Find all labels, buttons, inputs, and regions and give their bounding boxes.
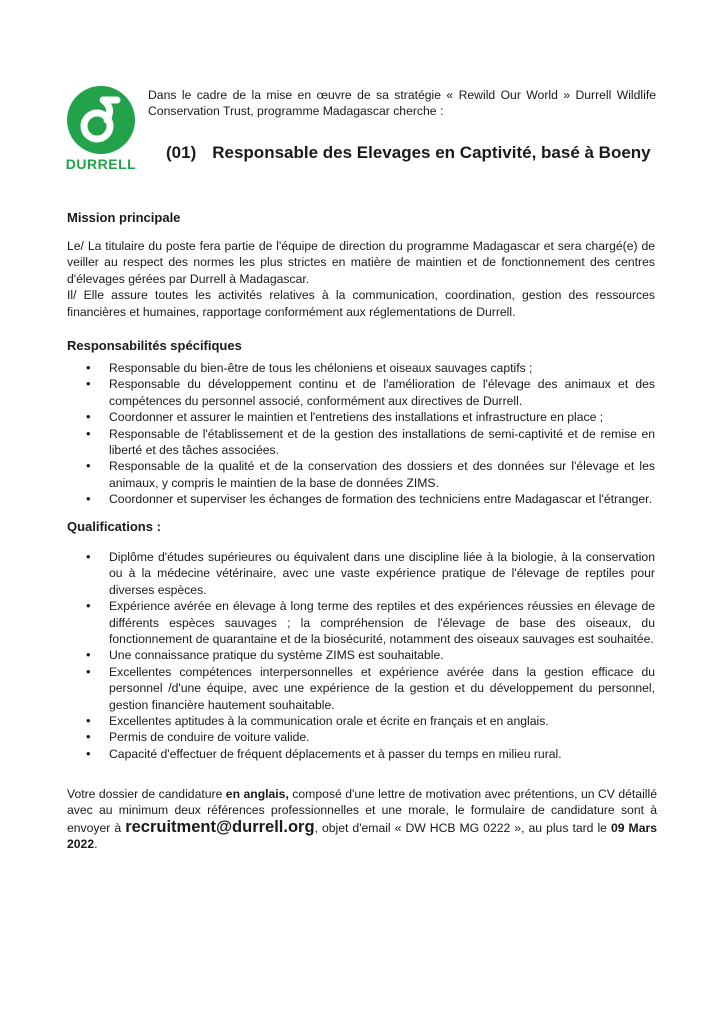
list-item: • Capacité d'effectuer de fréquent déplacements et à passer du temps en milieu rural. [67, 746, 655, 762]
intro-text: Dans le cadre de la mise en œuvre de sa stratégie « Rewild Our World » Durrell Wildlife Conservation Trust, programme Madagascar cherche : [148, 88, 656, 119]
durrell-logo [64, 86, 138, 172]
application-instructions [67, 786, 657, 853]
mission-heading: Mission principale [67, 210, 181, 225]
list-item: • Excellentes compétences interpersonnelles et expérience avérée dans la gestion efficace du personnel /d'une équipe, avec une expérience de la gestion et du développement du personnel, gestion financière hautement souhaitable. [67, 664, 655, 713]
job-title-text: Responsable des Elevages en Captivité, basé à Boeny [212, 143, 651, 162]
closing-language: en anglais, [225, 787, 289, 801]
mission-paragraph-1: Le/ La titulaire du poste fera partie de l'équipe de direction du programme Madagascar et sera chargé(e) de veiller au respect des normes les plus strictes en matière de maintien et de fonctionnement des centres d'élevages gérées par Durrell à Madagascar. [67, 239, 655, 286]
list-item: • Une connaissance pratique du système ZIMS est souhaitable. [67, 647, 655, 663]
list-item: • Responsable de l'établissement et de la gestion des installations de semi-captivité et de remise en liberté et des tâches associées. [67, 426, 655, 459]
list-item: • Responsable du bien-être de tous les chéloniens et oiseaux sauvages captifs ; [67, 360, 655, 376]
list-item: • Responsable de la qualité et de la conservation des dossiers et des données sur l'élevage et les animaux, y compris le maintien de la base de données ZIMS. [67, 458, 655, 491]
list-item: • Excellentes aptitudes à la communication orale et écrite en français et en anglais. [67, 713, 655, 729]
job-number: (01) [166, 143, 197, 162]
recruitment-email[interactable]: recruitment@durrell.org [125, 817, 315, 836]
list-item: • Permis de conduire de voiture valide. [67, 729, 655, 745]
mission-paragraph-2: Il/ Elle assure toutes les activités relatives à la communication, coordination, gestion des ressources financières et humaines, rapportage conformément aux réglementations de Durrell. [67, 288, 655, 319]
qualifications-heading: Qualifications : [67, 519, 161, 534]
list-item: • Responsable du développement continu et de l'amélioration de l'élevage des animaux et des compétences du personnel associé, conformément aux directives de Durrell. [67, 376, 655, 409]
list-item: • Expérience avérée en élevage à long terme des reptiles et des expériences réussies en élevage de différents espèces sauvages ; la compréhension de l'élevage de base des oiseaux, du fonctionnement de quarantaine et de la biosécurité, notamment des oiseaux sauvages est souhaitée. [67, 598, 655, 647]
durrell-emblem-icon [67, 86, 135, 154]
list-item: • Diplôme d'études supérieures ou équivalent dans une discipline liée à la biologie, à la conservation ou à la médecine vétérinaire, avec une vaste expérience pratique de l'élevage de reptiles pour diverses espèces. [67, 549, 655, 598]
list-item: • Coordonner et assurer le maintien et l'entretiens des installations et infrastructure en place ; [67, 409, 655, 425]
deadline-date: 09 Mars 2022 [67, 820, 657, 852]
mission-body [67, 238, 655, 320]
closing-text-4: . [94, 837, 98, 852]
closing-text-2: composé d'une lettre de motivation avec prétentions, un CV détaillé avec au minimum deux références professionnelles et une morale, le formulaire de candidature sont à envoyer à [67, 787, 657, 835]
responsibilities-list [67, 360, 655, 508]
job-title [166, 142, 686, 164]
closing-text-3: , objet d'email « DW HCB MG 0222 », au plus tard le [314, 820, 611, 835]
logo-wordmark: DURRELL [65, 156, 137, 172]
responsibilities-heading: Responsabilités spécifiques [67, 338, 242, 353]
qualifications-list [67, 549, 655, 762]
closing-text-1: Votre dossier de candidature [67, 787, 226, 801]
list-item: • Coordonner et superviser les échanges de formation des techniciens entre Madagascar et l'étranger. [67, 491, 655, 507]
